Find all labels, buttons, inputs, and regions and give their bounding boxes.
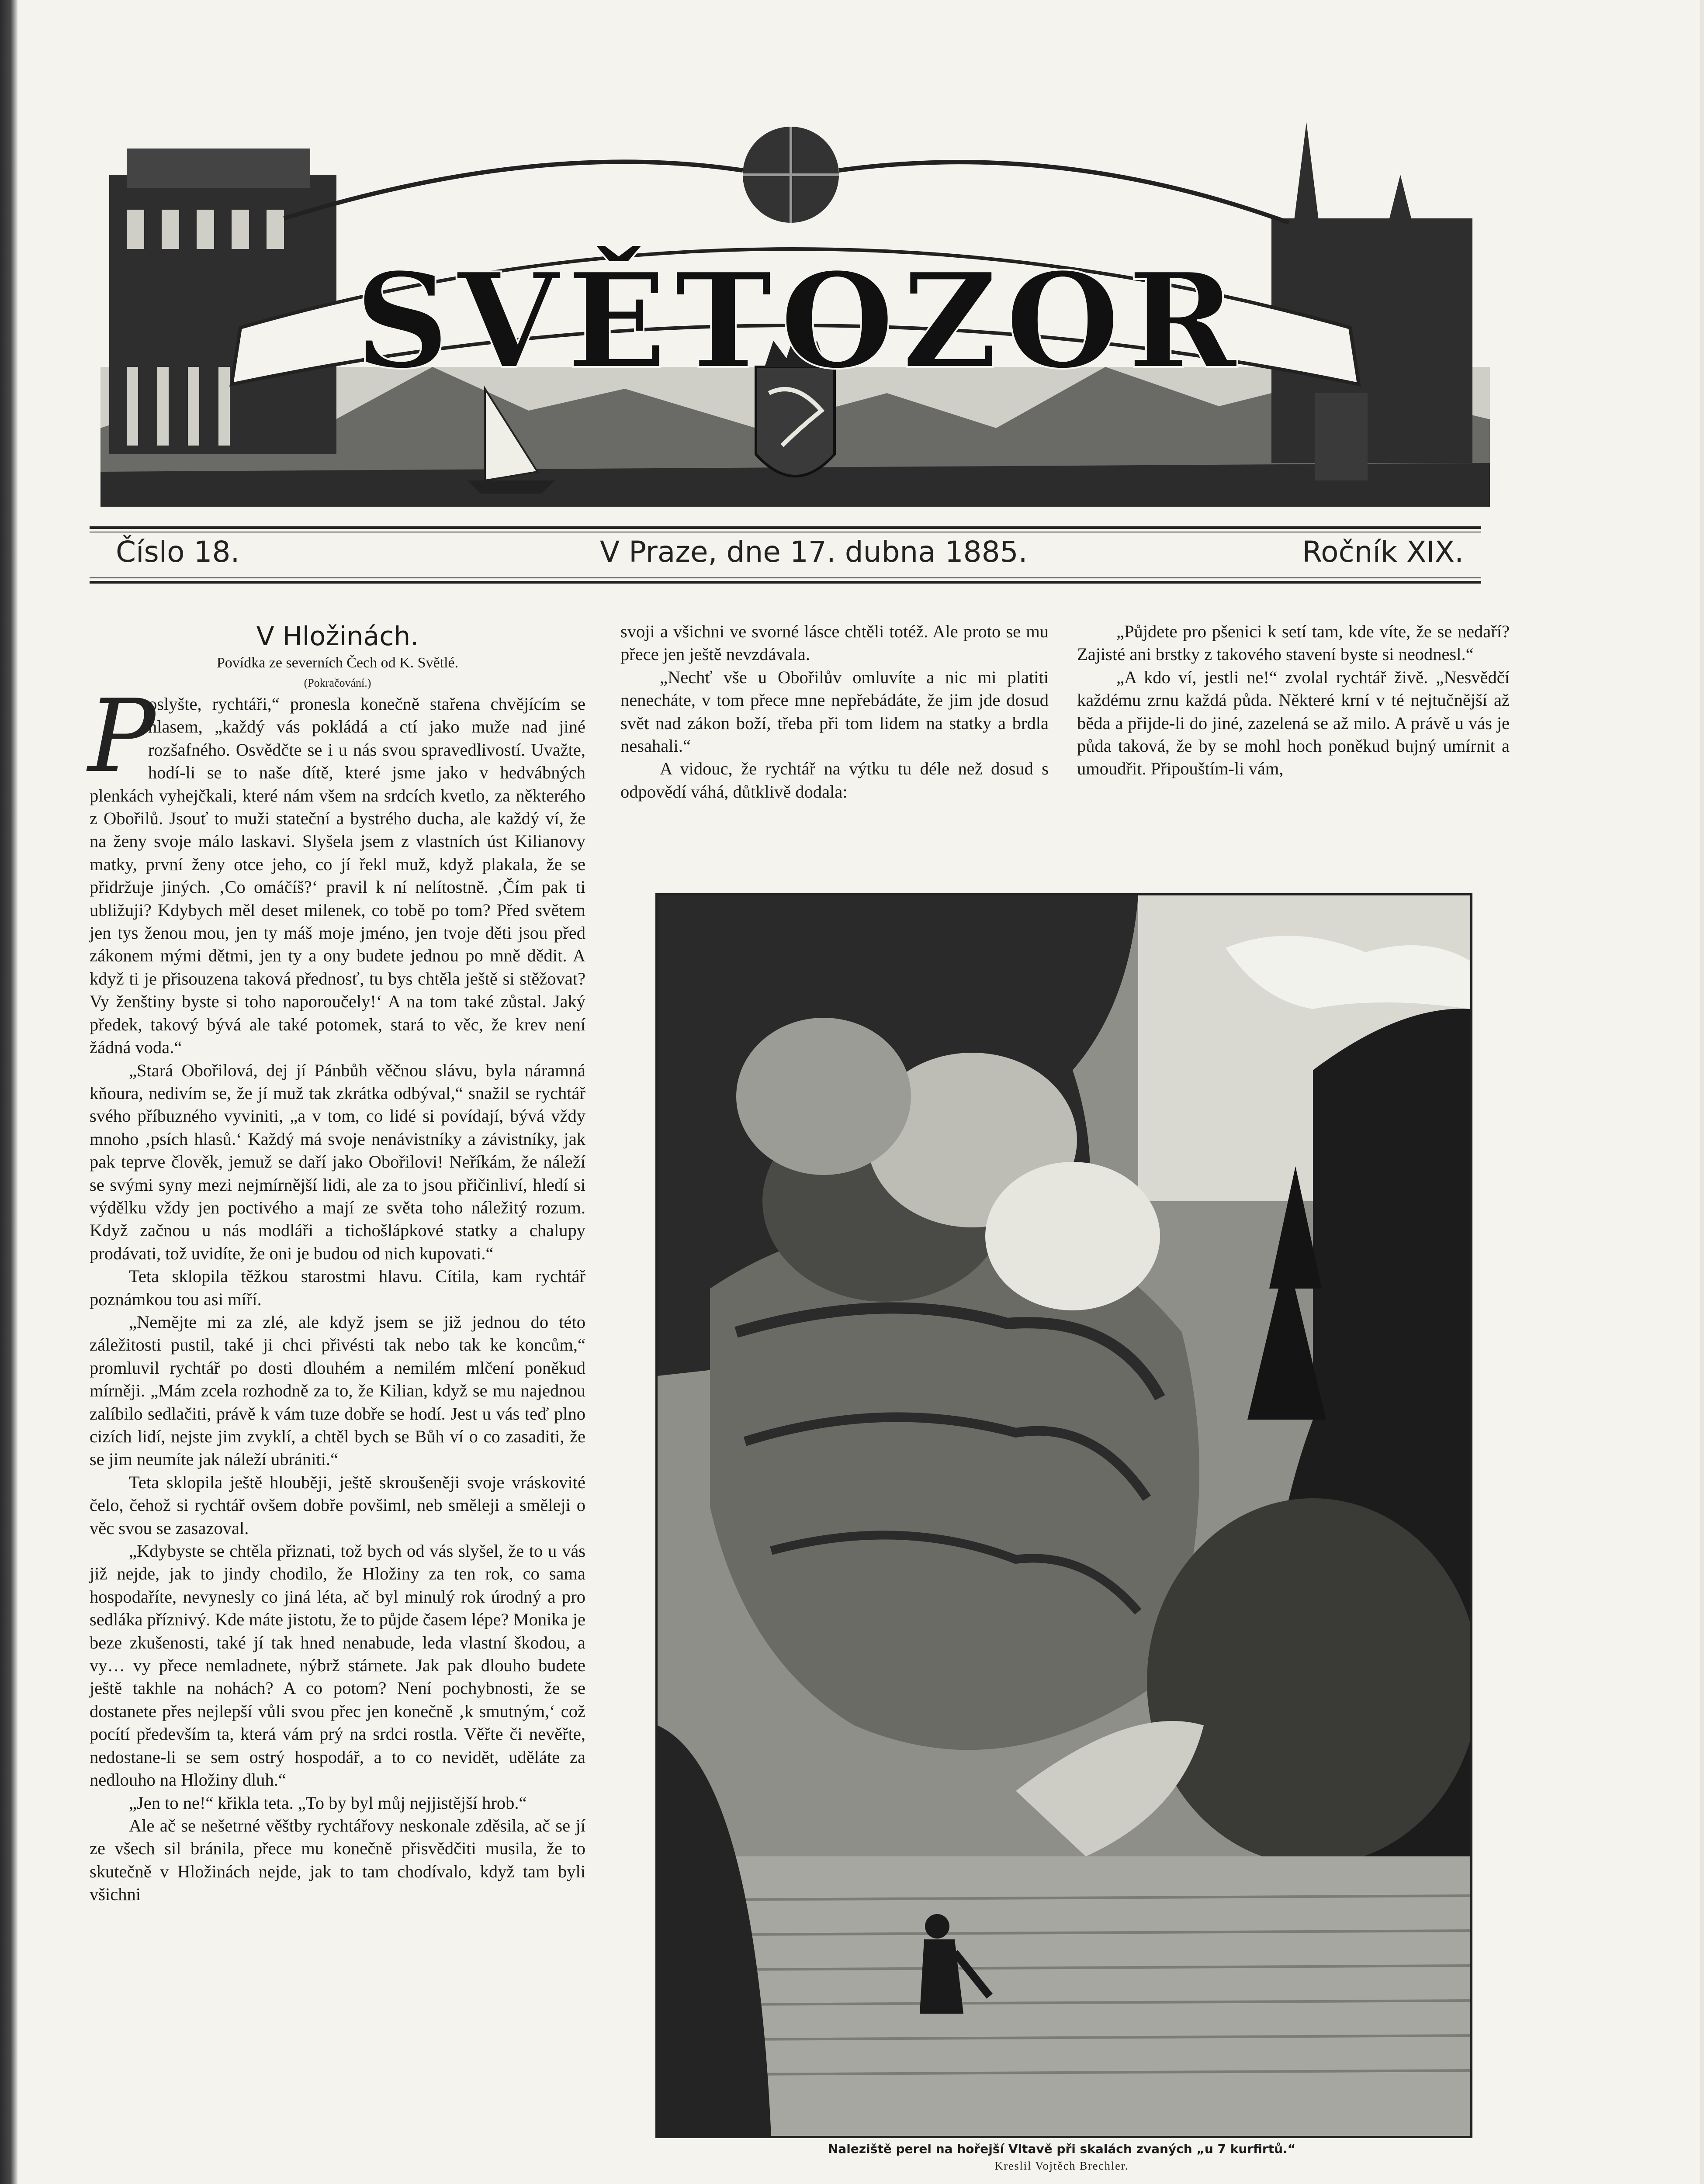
issue-number: Číslo 18. [116,535,240,569]
caption-credit: Kreslil Vojtěch Brechler. [994,2160,1129,2172]
paragraph: „Jen to ne!“ křikla teta. „To by byl můj nejjistější hrob.“ [129,1793,527,1813]
header-rule-bottom-thin [90,577,1481,578]
masthead [100,122,1490,515]
masthead-engraving [100,122,1490,515]
column-2 [620,620,1049,803]
drop-cap: P [88,678,156,795]
issue-date: V Praze, dne 17. dubna 1885. [600,535,1028,569]
paragraph-text: oslyšte, rychtáři,“ pronesla konečně stařena chvějícím se hlasem, „každý vás pokládá a ctí jako muže nad jiné rozšafného. Osvědčte se i u nás svou spravedlivostí. Uvažte, hodí-li se to naše dítě, které jsme jako v hedvábných plenkách vyhejčkali, které nám všem na srdcích kvetlo, za některého z Obořilů. Jsouť to muži stateční a bystrého ducha, ale každý ví, že na ženy svoje málo laskavi. Slyšela jsem z vlastních úst Kilianovy matky, první ženy otce jeho, co jí řekl muž, když plakala, že se přidržuje jiných. ‚Co omáčíš?‘ pravil k ní nelítostně. ‚Čím pak ti ubližuji? Kdybych měl deset milenek, co tobě po tom? Před světem jen tys ženou mou, jen ty máš moje jméno, jen tvoje děti jsou před zákonem mými dětmi, jen ty a ony budete jednou po mně dědit. A když ti je přisouzena taková přednosť, tu bys chtěla ještě si stěžovat? Vy ženštiny byste si toho naporoučely!‘ A na tom také zůstal. Jaký předek, takový bývá ale také potomek, stará to věc, že krev není žádná voda.“ [90,694,585,1057]
paragraph: Ale ač se nešetrné věštby rychtářovy neskonale zděsila, ač se jí ze všech sil bránila, přece mu konečně přisvědčiti musila, že to skutečně v Hložinách nejde, jak to tam chodívalo, když tam byli všichni [90,1815,585,1904]
paragraph: „Půjdete pro pšenici k setí tam, kde víte, že se nedaří? Zajisté ani brstky z takového stavení byste si neodnesl.“ [1077,622,1510,664]
masthead-title: SVĚTOZOR [354,244,1245,398]
story-title: V Hložinách. [256,621,419,652]
paragraph: „A kdo ví, jestli ne!“ zvolal rychtář živě. „Nesvědčí každému zrnu každá půda. Některé krní v té nejtučnější až běda a přijde-li do jiné, zazelená se až milo. A právě u vás je půda taková, že by se mohl hoch poněkud bujný umírnit a umoudřit. Připouštím-li vám, [1077,667,1510,779]
issue-volume: Ročník XIX. [1302,535,1464,569]
header-rule-bottom [90,581,1481,584]
column-3 [1077,620,1510,781]
caption-text: Naleziště perel na hořejší Vltavě při skalách zvaných „u 7 kurfirtů.“ [828,2142,1296,2156]
scan-edge [0,0,17,2184]
issue-line [90,535,1481,574]
paragraph: A vidouc, že rychtář na výtku tu déle než dosud s odpovědí váhá, důtklivě dodala: [620,759,1049,802]
story-subtitle: Povídka ze severních Čech od K. Světlé. [216,655,459,671]
paragraph: Teta sklopila ještě hlouběji, ještě skroušeněji svoje vráskovité čelo, čehož si rychtář ovšem dobře povšiml, neb směleji a směleji o věc svou se zasazoval. [90,1472,585,1538]
scan-edge-right [1700,0,1704,2184]
story-continued-note: (Pokračování.) [304,677,371,689]
paragraph: „Kdybyste se chtěla přiznati, tož bych od vás slyšel, že to u vás již nejde, jak to jindy chodilo, že Hložiny za ten rok, co sama hospodaříte, nevynesly co jiná léta, ač byl minulý rok úrodný a pro sedláka příznivý. Kde máte jistotu, že to půjde časem lépe? Monika je beze zkušenosti, také jí tak hned nenabude, leda vlastní škodou, a vy… vy přece nemladnete, nýbrž stárnete. Jak pak dlouho budete ještě takhle na nohách? A co potom? Není pochybnosti, že se dostanete přes nejlepší vůli svou přec jen konečně ‚k smutným,‘ což pocítí především ta, která vám prý na srdci rostla. Věřte či nevěřte, nedostane-li se sem ostrý hospodář, a to co nevidět, uděláte za nedlouho na Hložiny dluh.“ [90,1541,585,1790]
paragraph: „Nemějte mi za zlé, ale když jsem se již jednou do této záležitosti pustil, také ji chci přivésti tak nebo tak ke koncům,“ promluvil rychtář po dosti dlouhém a nemilém mlčení poněkud mírněji. „Mám zcela rozhodně za to, že Kilian, když se mu najednou zalíbilo sedlačiti, právě k vám tuze dobře se hodí. Jest u vás teď plno cizích lidí, nejste jim zvyklí, a chtěl bych se Bůh ví o co zasaditi, že se jim neumíte jak náleží ubrániti.“ [90,1312,585,1469]
header-rule-top [90,526,1481,529]
paragraph: Teta sklopila těžkou starostmi hlavu. Cítila, kam rychtář poznámkou tou asi míří. [90,1266,585,1309]
illustration-caption [655,2140,1468,2174]
river-rocks-engraving [655,893,1472,2138]
paragraph: „Nechť vše u Obořilův omluvíte a nic mi platiti nenecháte, v tom přece mne nepřebádáte, že jim jde dosud svět nad zákon boží, třeba při tom lidem na statky a brdla nesahali.“ [620,667,1049,756]
paragraph: svoji a všichni ve svorné lásce chtěli totéž. Ale proto se mu přece jen ještě nevzdávala. [620,622,1049,664]
paragraph: „Stará Obořilová, dej jí Pánbůh věčnou slávu, byla náramná kňoura, nedivím se, že jí muž tak zkrátka odbýval,“ snažil se rychtář svého příbuzného vyviniti, „a v tom, co lidé si povídají, bývá vždy mnoho ‚psích hlasů.‘ Každý má svoje nenávistníky a závistníky, jak pak teprve člověk, jemuž se daří jako Obořilovi! Neříkám, že náleží se svými syny mezi nejmírnější lidi, ale za to jsou přičinliví, hledí si výdělku vždy jen poctivého a mají ze světa toho náležitý rozum. Když začnou u nás modláři a tichošlápkové statky a chalupy prodávati, tož uvidíte, že oni je budou od nich kupovati.“ [90,1060,585,1263]
column-1 [90,620,585,1906]
